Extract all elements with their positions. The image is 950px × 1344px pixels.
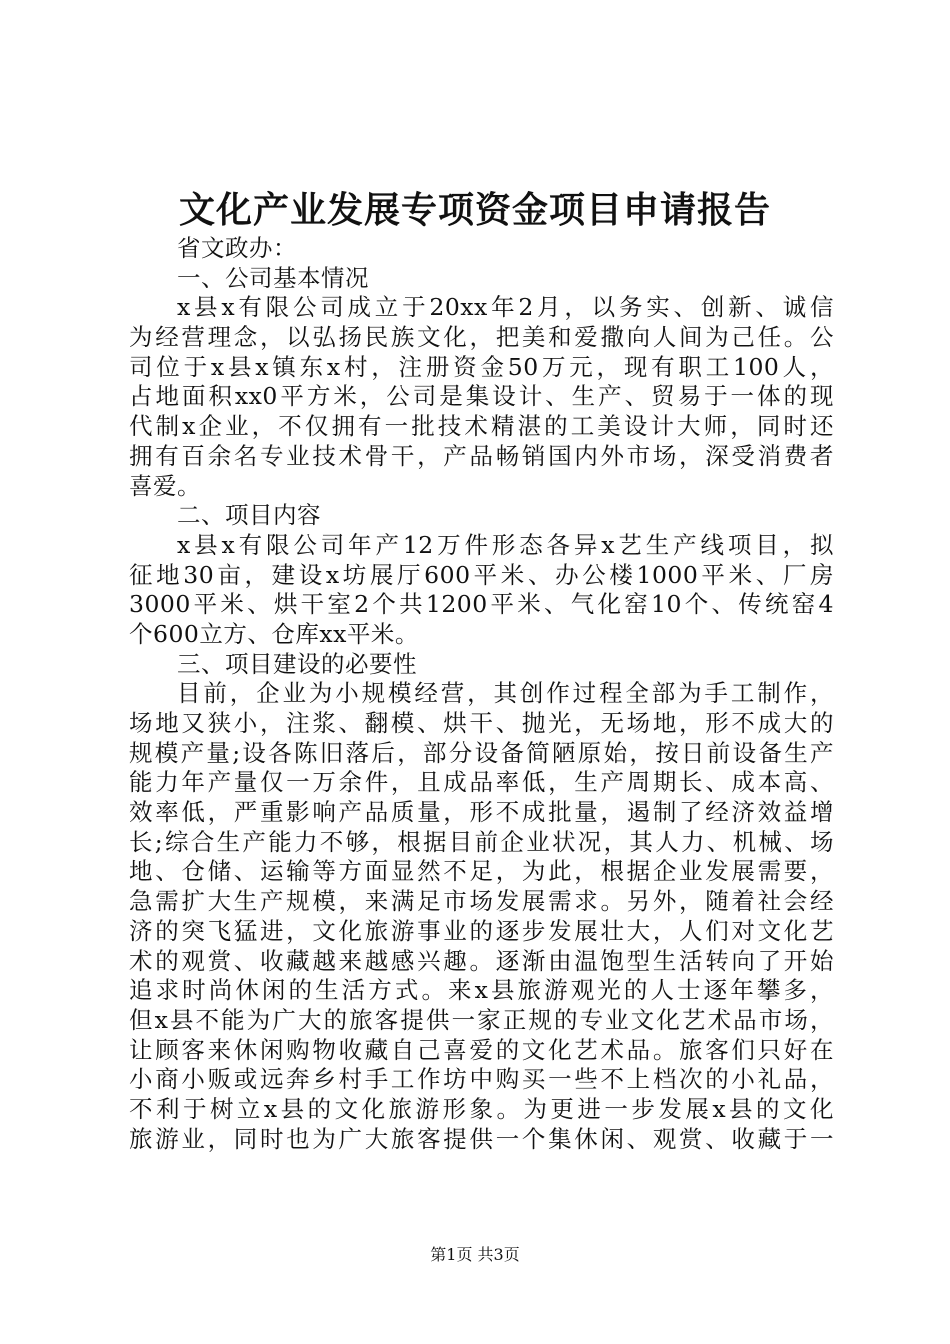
text-line: x县x有限公司年产12万件形态各异x艺生产线项目，拟 (177, 530, 834, 559)
document-title: 文化产业发展专项资金项目申请报告 (178, 189, 771, 231)
text-line: 一、公司基本情况 (177, 263, 369, 292)
text-line: 省文政办： (177, 234, 297, 262)
document-body (129, 234, 834, 1154)
text-line: 不利于树立x县的文化旅游形象。为更进一步发展x县的文化 (129, 1094, 834, 1123)
text-line: 拥有百余名专业技术骨干，产品畅销国内外市场，深受消费者 (129, 441, 834, 470)
text-line: 长;综合生产能力不够，根据目前企业状况，其人力、机械、场 (129, 827, 834, 856)
text-line: 征地30亩，建设x坊展厅600平米、办公楼1000平米、厂房 (129, 560, 834, 589)
text-line: 二、项目内容 (177, 501, 321, 530)
text-line: 司位于x县x镇东x村，注册资金50万元，现有职工100人， (129, 352, 834, 381)
text-line: 占地面积xx0平方米，公司是集设计、生产、贸易于一体的现 (129, 382, 834, 411)
text-line: 让顾客来休闲购物收藏自己喜爱的文化艺术品。旅客们只好在 (129, 1035, 834, 1064)
text-line: 目前，企业为小规模经营，其创作过程全部为手工制作， (177, 679, 834, 708)
text-line: 追求时尚休闲的生活方式。来x县旅游观光的人士逐年攀多， (129, 976, 834, 1005)
text-line: 喜爱。 (129, 471, 201, 500)
text-line: 规模产量;设各陈旧落后，部分设备简陋原始，按日前设备生产 (129, 738, 834, 767)
text-line: 旅游业，同时也为广大旅客提供一个集休闲、观赏、收藏于一 (129, 1124, 834, 1153)
text-line: 地、仓储、运输等方面显然不足，为此，根据企业发展需要， (129, 857, 834, 886)
page-footer: 第1页 共3页 (430, 1245, 520, 1264)
text-line: 个600立方、仓库xx平米。 (129, 619, 419, 648)
text-line: 为经营理念，以弘扬民族文化，把美和爱撒向人间为己任。公 (129, 323, 834, 352)
text-line: 三、项目建设的必要性 (177, 649, 417, 678)
text-line: x县x有限公司成立于20xx年2月，以务实、创新、诚信 (177, 293, 834, 322)
text-line: 场地又狭小，注浆、翻模、烘干、抛光，无场地，形不成大的 (129, 709, 834, 737)
text-line: 急需扩大生产规模，来满足市场发展需求。另外，随着社会经 (129, 887, 834, 916)
text-line: 小商小贩或远奔乡村手工作坊中购买一些不上档次的小礼品， (129, 1065, 834, 1094)
text-line: 术的观赏、收藏越来越感兴趣。逐渐由温饱型生活转向了开始 (129, 946, 834, 975)
text-line: 效率低，严重影响产品质量，形不成批量，遏制了经济效益增 (129, 798, 834, 827)
text-line: 代制x企业，不仅拥有一批技术精湛的工美设计大师，同时还 (129, 412, 834, 441)
text-line: 3000平米、烘干室2个共1200平米、气化窑10个、传统窑4 (129, 590, 834, 619)
text-line: 济的突飞猛进，文化旅游事业的逐步发展壮大，人们对文化艺 (129, 916, 834, 945)
text-line: 但x县不能为广大的旅客提供一家正规的专业文化艺术品市场， (129, 1005, 834, 1034)
text-line: 能力年产量仅一万余件，且成品率低，生产周期长、成本高、 (129, 768, 834, 797)
